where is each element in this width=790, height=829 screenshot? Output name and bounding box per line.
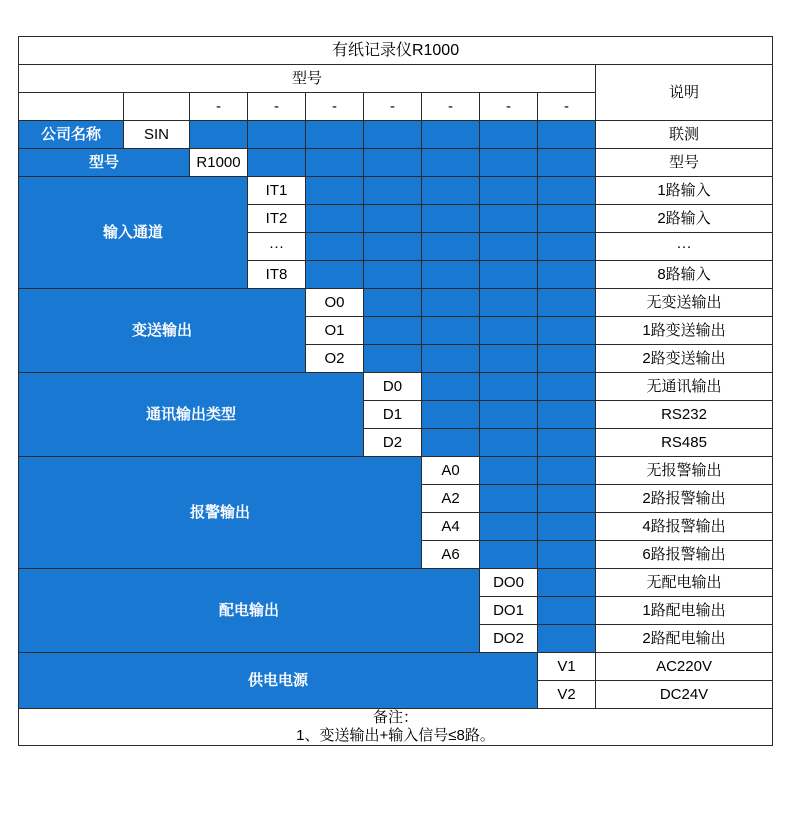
row-fill	[538, 569, 596, 597]
row-fill	[538, 401, 596, 429]
row-fill	[538, 513, 596, 541]
table-header-row	[19, 65, 773, 93]
row-fill	[538, 485, 596, 513]
row-fill	[306, 205, 364, 233]
table-row	[19, 121, 773, 149]
row-fill	[538, 457, 596, 485]
row-fill	[364, 317, 422, 345]
row-fill	[422, 177, 480, 205]
section-code: D0	[364, 373, 422, 401]
section-code: D2	[364, 429, 422, 457]
row-fill	[364, 233, 422, 261]
placeholder-model	[124, 93, 190, 121]
row-fill	[538, 541, 596, 569]
placeholder-company	[19, 93, 124, 121]
row-fill	[306, 177, 364, 205]
row-fill	[480, 457, 538, 485]
section-code: O2	[306, 345, 364, 373]
row-fill	[248, 121, 306, 149]
row-fill	[364, 121, 422, 149]
section-desc: 2路配电输出	[596, 625, 773, 653]
row-fill	[422, 233, 480, 261]
row-fill	[480, 345, 538, 373]
row-fill	[422, 345, 480, 373]
row-label-company: 公司名称	[19, 121, 124, 149]
table-note-row	[19, 709, 773, 746]
note-line-2: 1、变送输出+输入信号≤8路。	[296, 727, 495, 744]
row-fill	[538, 205, 596, 233]
section-desc: 6路报警输出	[596, 541, 773, 569]
section-code: IT8	[248, 261, 306, 289]
row-fill	[364, 177, 422, 205]
section-code: V2	[538, 681, 596, 709]
section-desc: RS485	[596, 429, 773, 457]
section-desc: 2路输入	[596, 205, 773, 233]
row-fill	[538, 597, 596, 625]
row-label-model: 型号	[19, 149, 190, 177]
section-code: A4	[422, 513, 480, 541]
section-code: A6	[422, 541, 480, 569]
row-fill	[480, 177, 538, 205]
section-desc: 2路变送输出	[596, 345, 773, 373]
row-fill	[422, 429, 480, 457]
row-fill	[422, 373, 480, 401]
row-fill	[538, 345, 596, 373]
placeholder-dash-2: -	[248, 93, 306, 121]
placeholder-dash-7: -	[538, 93, 596, 121]
section-code: DO1	[480, 597, 538, 625]
section-code: DO0	[480, 569, 538, 597]
row-fill	[480, 149, 538, 177]
row-fill	[538, 289, 596, 317]
section-desc: 2路报警输出	[596, 485, 773, 513]
spec-sheet	[18, 36, 772, 746]
section-desc: RS232	[596, 401, 773, 429]
row-fill	[480, 121, 538, 149]
table-title-row	[19, 37, 773, 65]
table-row	[19, 653, 773, 681]
model-header: 型号	[19, 65, 596, 93]
row-fill	[364, 149, 422, 177]
row-fill	[538, 625, 596, 653]
section-desc: 无配电输出	[596, 569, 773, 597]
table-row	[19, 289, 773, 317]
row-fill	[538, 149, 596, 177]
placeholder-dash-5: -	[422, 93, 480, 121]
section-desc: ···	[596, 233, 773, 261]
section-desc: 无报警输出	[596, 457, 773, 485]
row-fill	[538, 233, 596, 261]
row-fill	[480, 373, 538, 401]
row-fill	[480, 261, 538, 289]
row-fill	[422, 401, 480, 429]
row-code-company: SIN	[124, 121, 190, 149]
row-fill	[190, 121, 248, 149]
row-fill	[248, 149, 306, 177]
row-fill	[364, 289, 422, 317]
row-fill	[480, 429, 538, 457]
section-label-power-distribution-output: 配电输出	[19, 569, 480, 653]
section-desc: 1路配电输出	[596, 597, 773, 625]
section-desc: 8路输入	[596, 261, 773, 289]
section-desc: 1路输入	[596, 177, 773, 205]
row-fill	[480, 205, 538, 233]
table-row	[19, 177, 773, 205]
section-desc: 无通讯输出	[596, 373, 773, 401]
row-fill	[364, 261, 422, 289]
row-fill	[364, 205, 422, 233]
section-label-input-channel: 输入通道	[19, 177, 248, 289]
row-fill	[422, 317, 480, 345]
section-desc: 4路报警输出	[596, 513, 773, 541]
row-fill	[480, 289, 538, 317]
table-row	[19, 569, 773, 597]
section-code: IT2	[248, 205, 306, 233]
note-block	[19, 709, 773, 746]
row-fill	[422, 149, 480, 177]
row-fill	[538, 121, 596, 149]
row-fill	[480, 317, 538, 345]
section-label-power-supply: 供电电源	[19, 653, 538, 709]
placeholder-dash-6: -	[480, 93, 538, 121]
row-fill	[422, 121, 480, 149]
section-code: DO2	[480, 625, 538, 653]
section-code: V1	[538, 653, 596, 681]
row-fill	[306, 261, 364, 289]
section-code: O0	[306, 289, 364, 317]
section-label-transmit-output: 变送输出	[19, 289, 306, 373]
page-title: 有纸记录仪R1000	[19, 37, 773, 65]
table-row	[19, 149, 773, 177]
section-code: D1	[364, 401, 422, 429]
description-header: 说明	[596, 65, 773, 121]
section-code: ···	[248, 233, 306, 261]
section-label-alarm-output: 报警输出	[19, 457, 422, 569]
row-fill	[422, 205, 480, 233]
section-code: O1	[306, 317, 364, 345]
section-code: IT1	[248, 177, 306, 205]
row-fill	[480, 541, 538, 569]
row-fill	[538, 429, 596, 457]
row-fill	[306, 149, 364, 177]
row-fill	[480, 233, 538, 261]
row-fill	[538, 317, 596, 345]
row-fill	[538, 373, 596, 401]
row-desc-model: 型号	[596, 149, 773, 177]
row-fill	[480, 485, 538, 513]
placeholder-dash-3: -	[306, 93, 364, 121]
row-fill	[480, 513, 538, 541]
placeholder-dash-4: -	[364, 93, 422, 121]
table-row	[19, 457, 773, 485]
row-fill	[422, 289, 480, 317]
row-fill	[306, 121, 364, 149]
note-line-1: 备注：	[373, 709, 419, 726]
row-code-model: R1000	[190, 149, 248, 177]
row-fill	[364, 345, 422, 373]
section-label-comm-output-type: 通讯输出类型	[19, 373, 364, 457]
row-fill	[306, 233, 364, 261]
section-desc: DC24V	[596, 681, 773, 709]
section-desc: 无变送输出	[596, 289, 773, 317]
product-model-table	[18, 36, 773, 746]
row-fill	[480, 401, 538, 429]
row-desc-company: 联测	[596, 121, 773, 149]
section-desc: AC220V	[596, 653, 773, 681]
row-fill	[422, 261, 480, 289]
section-code: A0	[422, 457, 480, 485]
row-fill	[538, 261, 596, 289]
section-desc: 1路变送输出	[596, 317, 773, 345]
row-fill	[538, 177, 596, 205]
section-code: A2	[422, 485, 480, 513]
placeholder-dash-1: -	[190, 93, 248, 121]
table-row	[19, 373, 773, 401]
